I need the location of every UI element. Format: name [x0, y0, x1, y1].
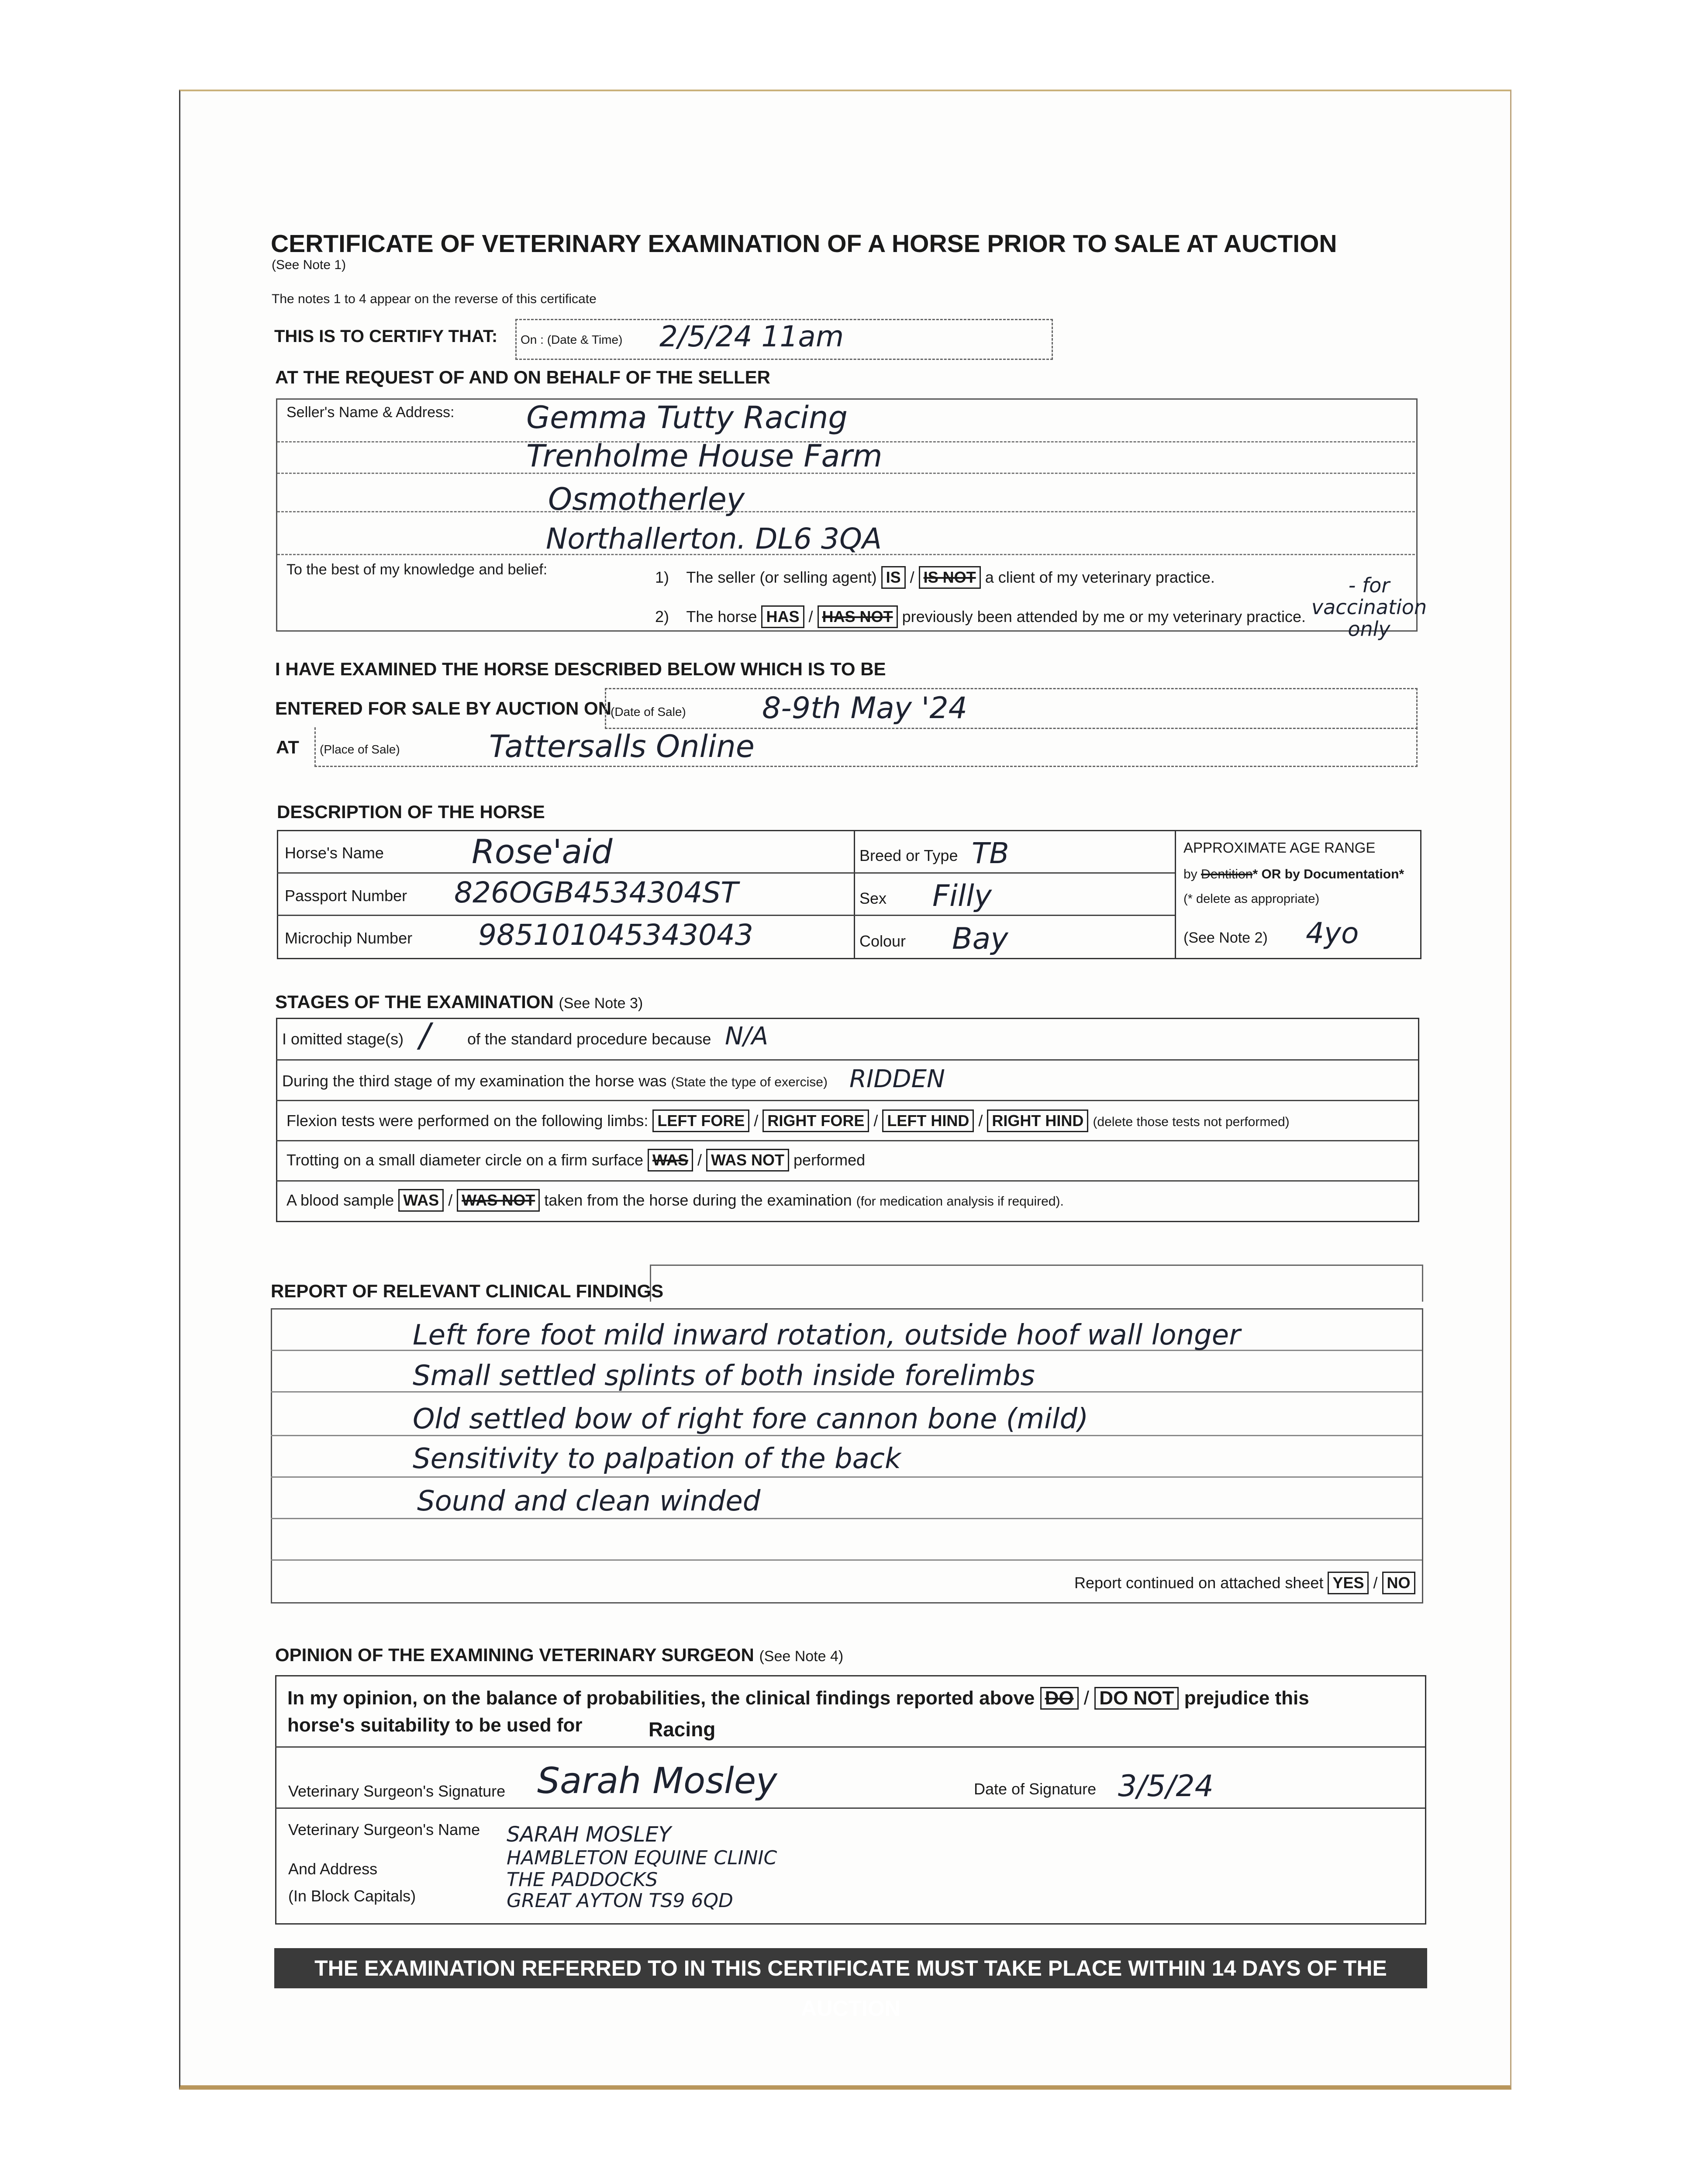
suitability-use-value: Racing — [649, 1718, 716, 1741]
breed-label: Breed or Type — [859, 847, 958, 864]
opinion-line-2 — [275, 1807, 1425, 1809]
flexion-right-hind-box: RIGHT HIND — [987, 1109, 1088, 1132]
opinion-text-post: prejudice this — [1184, 1687, 1309, 1709]
trotting-label: Trotting on a small diameter circle on a firm surface — [286, 1151, 643, 1169]
blood-sample-row: A blood sample WAS / WAS NOT taken from the horse during the examination (for medication analysis if required). — [286, 1189, 1064, 1212]
opinion-do-not-box: DO NOT — [1094, 1687, 1179, 1710]
certificate-title: CERTIFICATE OF VETERINARY EXAMINATION OF A HORSE PRIOR TO SALE AT AUCTION — [271, 230, 1337, 258]
statement-1 — [655, 566, 1215, 589]
sale-date-box — [605, 688, 1418, 729]
statement-2-post: previously been attended by me or my veterinary practice. — [902, 608, 1306, 625]
statement-2-pre: The horse — [686, 608, 757, 625]
finding-3: Old settled bow of right fore cannon bone (mild) — [413, 1403, 1089, 1435]
vet-name-line-1: SARAH MOSLEY — [507, 1822, 671, 1847]
report-heading: REPORT OF RELEVANT CLINICAL FINDINGS — [271, 1281, 664, 1301]
colour-value: Bay — [952, 922, 1008, 956]
report-header-box — [650, 1265, 1423, 1302]
finding-5: Sound and clean winded — [417, 1485, 761, 1517]
opinion-see-note-4: (See Note 4) — [759, 1648, 844, 1665]
third-stage-value: RIDDEN — [849, 1065, 945, 1093]
age-value: 4yo — [1306, 916, 1359, 950]
seller-address-line-2: Trenholme House Farm — [526, 438, 883, 474]
horse-table-divider-1 — [854, 830, 855, 958]
statement-1-pre: The seller (or selling agent) — [686, 568, 877, 586]
age-by-text: by — [1183, 867, 1197, 881]
seller-name-address-label: Seller's Name & Address: — [286, 404, 455, 421]
age-documentation-text: * OR by Documentation* — [1252, 867, 1404, 881]
belief-label: To the best of my knowledge and belief: — [286, 561, 548, 578]
stages-see-note-3: (See Note 3) — [559, 995, 643, 1012]
see-note-1: (See Note 1) — [272, 258, 346, 272]
omitted-stages-value: / — [419, 1016, 431, 1054]
vet-name-line-2: HAMBLETON EQUINE CLINIC — [507, 1847, 777, 1869]
horse-row-line-1 — [277, 872, 1175, 874]
third-stage-label — [282, 1072, 828, 1090]
report-continued-sep: / — [1373, 1574, 1378, 1592]
trotting-was-not-box: WAS NOT — [706, 1149, 789, 1171]
report-continued-row — [1074, 1572, 1415, 1594]
entered-for-sale-label: ENTERED FOR SALE BY AUCTION ON — [275, 698, 612, 719]
exam-date-time-value: 2/5/24 11am — [659, 320, 844, 353]
report-line-4 — [271, 1476, 1422, 1478]
vet-signature-label: Veterinary Surgeon's Signature — [288, 1782, 506, 1800]
seller-address-line-1: Gemma Tutty Racing — [526, 400, 848, 435]
statement-2 — [655, 605, 1306, 628]
opinion-line-1 — [275, 1746, 1425, 1748]
horse-row-line-2 — [277, 915, 1175, 916]
report-continued-yes-box: YES — [1328, 1572, 1369, 1594]
omitted-because-label: of the standard procedure because — [467, 1030, 711, 1048]
vet-address-label: And Address — [288, 1860, 378, 1878]
sale-heading: I HAVE EXAMINED THE HORSE DESCRIBED BELOW WHICH IS TO BE — [275, 659, 886, 679]
place-of-sale-value: Tattersalls Online — [489, 729, 755, 764]
date-of-signature-label: Date of Signature — [974, 1780, 1097, 1798]
place-of-sale-box — [314, 727, 1418, 767]
flexion-tests-row: Flexion tests were performed on the following limbs: LEFT FORE / RIGHT FORE / LEFT HIND / RIGHT HIND (delete those tests not performed) — [286, 1109, 1290, 1132]
passport-number-value: 826OGB4534304ST — [454, 876, 738, 909]
passport-number-label: Passport Number — [285, 887, 407, 905]
opinion-do-box: DO — [1040, 1687, 1079, 1710]
stages-line-1 — [276, 1059, 1418, 1061]
statement-1-sep: / — [910, 568, 914, 586]
notes-line: The notes 1 to 4 appear on the reverse of this certificate — [272, 292, 597, 306]
breed-value: TB — [972, 836, 1009, 870]
stages-heading — [275, 992, 643, 1013]
opinion-statement-line-2: horse's suitability to be used for — [287, 1714, 583, 1736]
finding-4: Sensitivity to palpation of the back — [413, 1443, 901, 1475]
age-delete-note: (* delete as appropriate) — [1183, 892, 1320, 906]
sex-label: Sex — [859, 889, 887, 907]
blood-was-not-box: WAS NOT — [457, 1189, 540, 1212]
sex-value: Filly — [932, 879, 992, 913]
horse-name-label: Horse's Name — [285, 844, 384, 862]
stages-line-4 — [276, 1180, 1418, 1182]
vaccination-note: - for vaccination only — [1311, 574, 1427, 641]
trotting-performed-text: performed — [793, 1151, 866, 1169]
microchip-number-value: 985101045343043 — [478, 918, 753, 952]
horse-has-box: HAS — [761, 605, 804, 628]
seller-heading: AT THE REQUEST OF AND ON BEHALF OF THE SELLER — [275, 367, 770, 387]
vet-name-line-3: THE PADDOCKS — [507, 1869, 658, 1891]
age-see-note-2: (See Note 2) — [1183, 930, 1268, 946]
at-label: AT — [276, 737, 299, 757]
blood-sample-note: (for medication analysis if required). — [856, 1194, 1064, 1209]
third-stage-note: (State the type of exercise) — [671, 1075, 828, 1089]
seller-address-line-3: Osmotherley — [548, 481, 745, 517]
opinion-heading — [275, 1645, 843, 1666]
place-of-sale-label: (Place of Sale) — [320, 743, 400, 756]
seller-is-box: IS — [881, 566, 906, 589]
opinion-statement-line-1 — [287, 1687, 1309, 1710]
finding-1: Left fore foot mild inward rotation, outside hoof wall longer — [413, 1319, 1241, 1351]
horse-name-value: Rose'aid — [472, 832, 613, 871]
stages-line-2 — [276, 1100, 1418, 1101]
colour-label: Colour — [859, 932, 906, 950]
statement-2-sep: / — [808, 608, 813, 625]
flexion-tests-note: (delete those tests not performed) — [1093, 1115, 1290, 1129]
flexion-right-fore-box: RIGHT FORE — [762, 1109, 869, 1132]
report-continued-label: Report continued on attached sheet — [1074, 1574, 1324, 1592]
vet-name-label: Veterinary Surgeon's Name — [288, 1821, 480, 1838]
omitted-reason-value: N/A — [725, 1022, 769, 1051]
statement-1-number: 1) — [655, 568, 669, 586]
stages-line-3 — [276, 1140, 1418, 1141]
finding-2: Small settled splints of both inside forelimbs — [413, 1360, 1035, 1392]
blood-sample-label: A blood sample — [286, 1191, 394, 1209]
blood-was-box: WAS — [398, 1189, 444, 1212]
flexion-tests-label: Flexion tests were performed on the following limbs: — [286, 1112, 649, 1130]
opinion-sep: / — [1083, 1687, 1090, 1709]
block-capitals-label: (In Block Capitals) — [288, 1887, 416, 1905]
microchip-number-label: Microchip Number — [285, 929, 413, 947]
trotting-row: Trotting on a small diameter circle on a firm surface WAS / WAS NOT performed — [286, 1149, 865, 1171]
opinion-heading-text: OPINION OF THE EXAMINING VETERINARY SURGEON — [275, 1645, 754, 1665]
trotting-was-box: WAS — [648, 1149, 693, 1171]
seller-is-not-box: IS NOT — [919, 566, 981, 589]
flexion-left-hind-box: LEFT HIND — [882, 1109, 974, 1132]
age-dentition-struck: Dentition — [1201, 867, 1253, 881]
date-of-signature-value: 3/5/24 — [1118, 1769, 1214, 1804]
report-line-6 — [271, 1559, 1422, 1561]
vet-name-line-4: GREAT AYTON TS9 6QD — [507, 1890, 733, 1912]
report-line-5 — [271, 1518, 1422, 1519]
vet-signature: Sarah Mosley — [537, 1760, 777, 1802]
flexion-left-fore-box: LEFT FORE — [652, 1109, 749, 1132]
footer-notice-bar: THE EXAMINATION REFERRED TO IN THIS CERTIFICATE MUST TAKE PLACE WITHIN 14 DAYS OF THE AUCTION — [274, 1948, 1427, 1988]
opinion-text-pre: In my opinion, on the balance of probabilities, the clinical findings reported above — [287, 1687, 1035, 1709]
on-date-time-label: On : (Date & Time) — [521, 333, 623, 346]
statement-1-post: a client of my veterinary practice. — [985, 568, 1215, 586]
statement-2-number: 2) — [655, 608, 669, 625]
omitted-stages-label: I omitted stage(s) — [282, 1030, 404, 1048]
date-of-sale-label: (Date of Sale) — [611, 705, 686, 719]
horse-description-heading: DESCRIPTION OF THE HORSE — [277, 802, 545, 822]
seller-address-line-4: Northallerton. DL6 3QA — [546, 522, 882, 556]
seller-line-3 — [277, 511, 1415, 512]
stages-heading-text: STAGES OF THE EXAMINATION — [275, 992, 554, 1012]
age-range-heading: APPROXIMATE AGE RANGE — [1183, 840, 1376, 856]
third-stage-text: During the third stage of my examination the horse was — [282, 1072, 667, 1090]
horse-table-divider-2 — [1175, 830, 1176, 958]
age-range-method — [1183, 867, 1404, 882]
horse-has-not-box: HAS NOT — [818, 605, 898, 628]
report-continued-no-box: NO — [1382, 1572, 1415, 1594]
certify-label: THIS IS TO CERTIFY THAT: — [274, 327, 498, 346]
date-of-sale-value: 8-9th May '24 — [762, 691, 967, 726]
blood-sample-text: taken from the horse during the examination — [544, 1191, 852, 1209]
